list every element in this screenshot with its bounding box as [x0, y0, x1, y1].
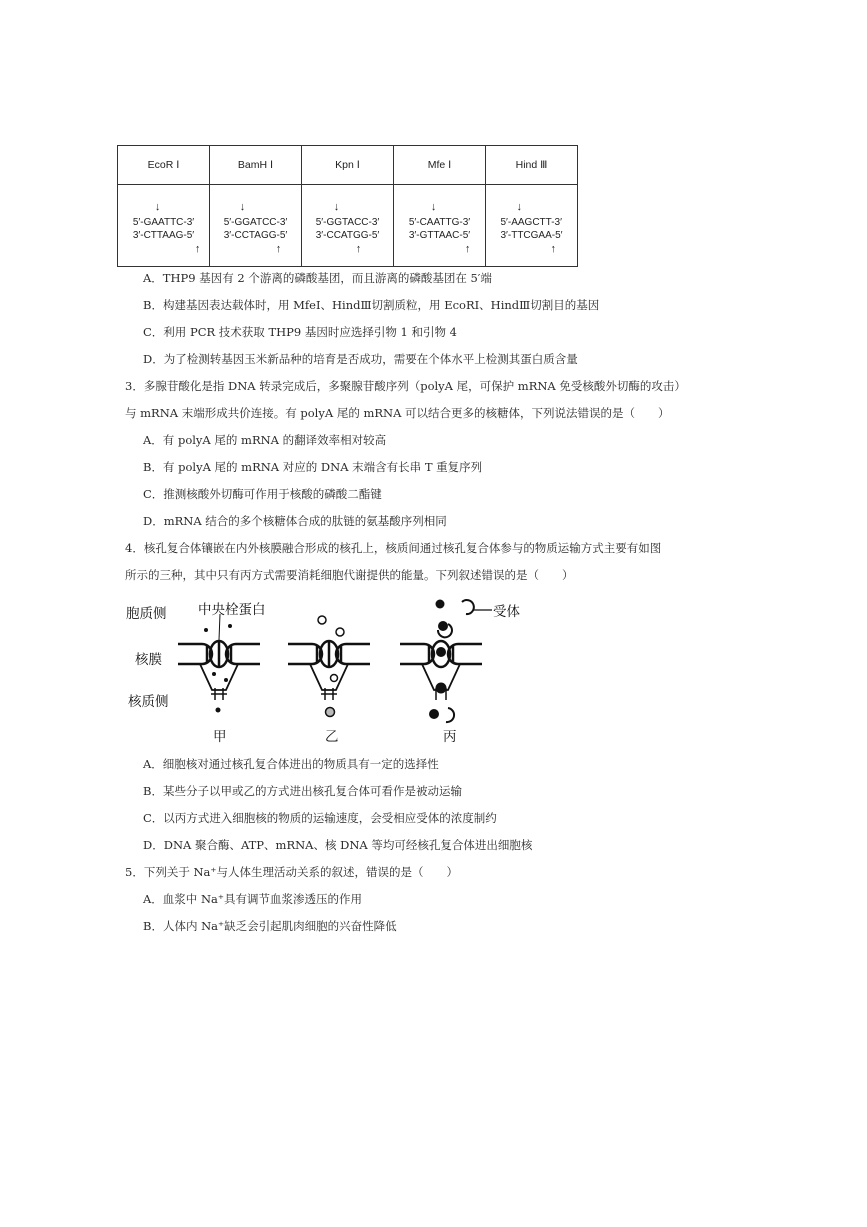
nuclear-pore-diagram	[170, 590, 530, 725]
cut-arrow-up-icon: ↑	[275, 242, 282, 255]
sequence-top-strand: 5′-GGATCC-3′	[223, 216, 288, 228]
q2-option-c: C．利用 PCR 技术获取 THP9 基因时应选择引物 1 和引物 4	[143, 325, 457, 339]
table-sequence-cell	[210, 185, 302, 267]
cut-arrow-down-icon: ↓	[239, 200, 246, 213]
sequence-top-strand: 5′-AAGCTT-3′	[500, 216, 562, 228]
table-header-cell: BamH Ⅰ	[210, 146, 302, 185]
cut-arrow-down-icon: ↓	[154, 200, 161, 213]
receptor-label: 受体	[493, 604, 520, 620]
q3-option-c: C．推测核酸外切酶可作用于核酸的磷酸二酯键	[143, 487, 382, 501]
q2-option-d: D．为了检测转基因玉米新品种的培育是否成功，需要在个体水平上检测其蛋白质含量	[143, 352, 578, 366]
table-sequence-cell	[302, 185, 394, 267]
restriction-enzyme-table	[117, 145, 578, 267]
sequence-bottom-strand: 3′-GTTAAC-5′	[408, 229, 471, 241]
sequence-bottom-strand: 3′-CTTAAG-5′	[132, 229, 195, 241]
cytoplasm-side-label: 胞质侧	[126, 606, 167, 622]
q4-option-c: C．以丙方式进入细胞核的物质的运输速度，会受相应受体的浓度制约	[143, 811, 497, 825]
nuclear-membrane-label: 核膜	[135, 652, 162, 668]
table-sequence-cell	[118, 185, 210, 267]
q3-stem-line2: 与 mRNA 末端形成共价连接。有 polyA 尾的 mRNA 可以结合更多的核糖体，下列说法错误的是（ ）	[125, 406, 670, 420]
sequence-bottom-strand: 3′-TTCGAA-5′	[500, 229, 563, 241]
cut-arrow-up-icon: ↑	[194, 242, 201, 255]
pore-jia	[178, 641, 260, 700]
sequence-bottom-strand: 3′-CCTAGG-5′	[223, 229, 288, 241]
sequence-top-strand: 5′-GGTACC-3′	[315, 216, 380, 228]
q2-option-a: A．THP9 基因有 2 个游离的磷酸基团，而且游离的磷酸基团在 5′端	[143, 271, 492, 285]
cut-arrow-down-icon: ↓	[333, 200, 340, 213]
sequence-top-strand: 5′-GAATTC-3′	[132, 216, 195, 228]
q4-option-d: D．DNA 聚合酶、ATP、mRNA、核 DNA 等均可经核孔复合体进出细胞核	[143, 838, 533, 852]
table-header-cell: EcoR Ⅰ	[118, 146, 210, 185]
q3-option-a: A．有 polyA 尾的 mRNA 的翻译效率相对较高	[143, 433, 387, 447]
mode-yi-label: 乙	[325, 729, 339, 745]
q2-option-b: B．构建基因表达载体时，用 MfeⅠ、HindⅢ切割质粒，用 EcoRⅠ、HindⅢ切割目的基因	[143, 298, 600, 312]
table-header-cell: Hind Ⅲ	[486, 146, 578, 185]
table-header-cell: Kpn Ⅰ	[302, 146, 394, 185]
q3-option-d: D．mRNA 结合的多个核糖体合成的肽链的氨基酸序列相同	[143, 514, 447, 528]
q3-stem-line1: 3．多腺苷酸化是指 DNA 转录完成后，多聚腺苷酸序列（polyA 尾，可保护 mRNA 免受核酸外切酶的攻击）	[125, 379, 686, 393]
q4-stem-line2: 所示的三种，其中只有丙方式需要消耗细胞代谢提供的能量。下列叙述错误的是（ ）	[125, 568, 574, 582]
table-header-cell: Mfe Ⅰ	[394, 146, 486, 185]
q5-option-b: B．人体内 Na⁺缺乏会引起肌肉细胞的兴奋性降低	[143, 919, 397, 933]
pore-yi	[288, 641, 370, 700]
central-plug-label: 中央栓蛋白	[198, 602, 266, 618]
q4-option-b: B．某些分子以甲或乙的方式进出核孔复合体可看作是被动运输	[143, 784, 462, 798]
sequence-bottom-strand: 3′-CCATGG-5′	[315, 229, 380, 241]
cut-arrow-down-icon: ↓	[430, 200, 437, 213]
q4-option-a: A．细胞核对通过核孔复合体进出的物质具有一定的选择性	[143, 757, 439, 771]
mode-jia-label: 甲	[213, 729, 227, 745]
table-sequence-cell	[486, 185, 578, 267]
q5-stem: 5．下列关于 Na⁺与人体生理活动关系的叙述，错误的是（ ）	[125, 865, 458, 879]
cut-arrow-up-icon: ↑	[550, 242, 556, 255]
cut-arrow-down-icon: ↓	[516, 200, 522, 213]
cut-arrow-up-icon: ↑	[464, 242, 471, 255]
q3-option-b: B．有 polyA 尾的 mRNA 对应的 DNA 末端含有长串 T 重复序列	[143, 460, 483, 474]
q5-option-a: A．血浆中 Na⁺具有调节血浆渗透压的作用	[143, 892, 362, 906]
cut-arrow-up-icon: ↑	[355, 242, 362, 255]
mode-bing-label: 丙	[443, 729, 457, 745]
nucleoplasm-side-label: 核质侧	[128, 694, 169, 710]
sequence-top-strand: 5′-CAATTG-3′	[408, 216, 471, 228]
q4-stem-line1: 4．核孔复合体镶嵌在内外核膜融合形成的核孔上，核质间通过核孔复合体参与的物质运输方式主要有如图	[125, 541, 662, 555]
table-sequence-cell	[394, 185, 486, 267]
